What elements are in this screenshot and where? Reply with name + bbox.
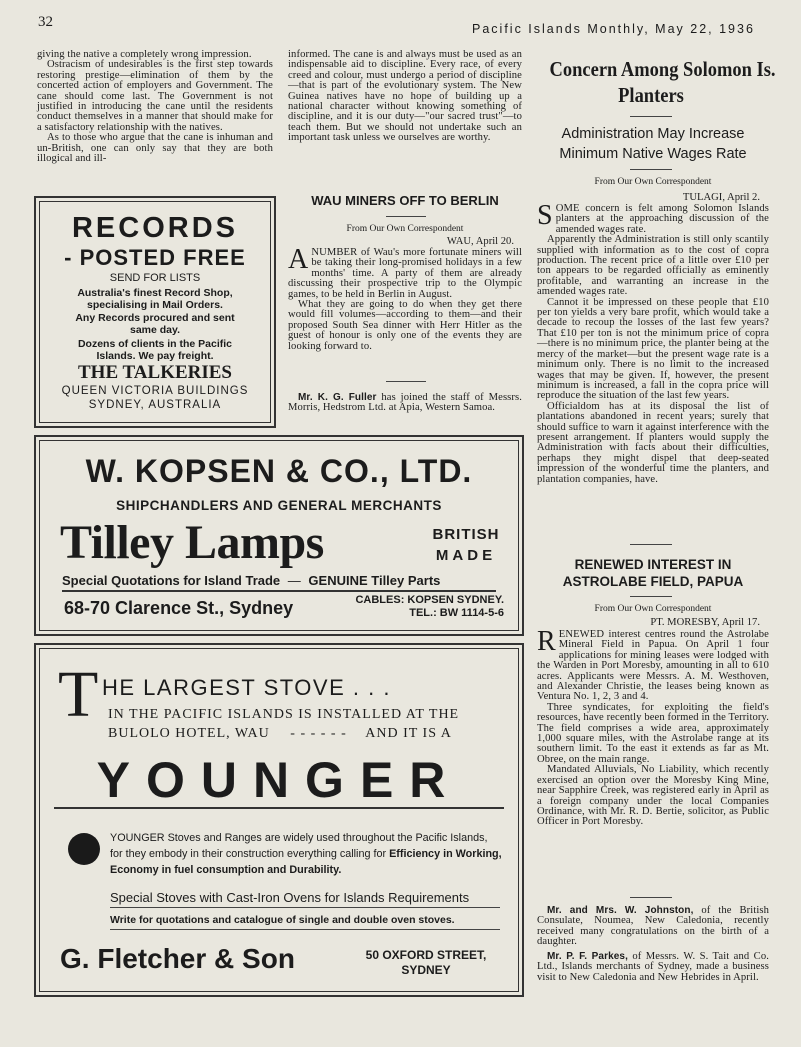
kopsen-cables: CABLES: KOPSEN SYDNEY. — [355, 594, 504, 606]
kopsen-title: W. KOPSEN & CO., LTD. — [85, 453, 473, 489]
column-1-text — [37, 50, 273, 164]
body-text: YOUNGER Stoves and Ranges are widely used throughout the Pacific Islands, for they embody in their construction everything calling for — [110, 832, 488, 860]
concern-dateline: TULAGI, April 2. — [682, 192, 760, 203]
paragraph: As to those who argue that the cane is inhuman and un-British, one can only say that they are both illogical and ill- — [37, 132, 273, 165]
concern-correspondent: From Our Own Correspondent — [594, 177, 712, 187]
astrolabe-body — [537, 626, 769, 828]
paragraph: NUMBER of Wau's more fortunate miners will be taking their long-promised holidays in a few months' time. A party of them are already discussing their prospective trip to the Olympic games, to be held in Berlin in August. — [288, 247, 522, 300]
kopsen-advertisement — [34, 435, 524, 636]
headline-line-2: Planters — [618, 83, 684, 107]
headline-line-2: ASTROLABE FIELD, PAPUA — [562, 574, 744, 589]
paragraph: Ostracism of undesirables is the first step towards restoring prestige—elimination of them by the concerted action of employers and Government. The cane should come last. The Government is not justified in introducing the cane until the residents conduct themselves in a manner that should make for a satisfactory relationship with the natives. — [37, 59, 273, 133]
person-name: Mr. and Mrs. W. Johnston, — [547, 905, 694, 916]
talkeries-address-2: SYDNEY, AUSTRALIA — [88, 399, 222, 411]
body-emphasis: Efficiency in Working, Economy in fuel consumption and Durability. — [110, 848, 502, 876]
dash-leader: - - - - - - — [290, 726, 347, 741]
posted-free: - POSTED FREE — [64, 245, 246, 270]
quote-dash: — — [287, 573, 301, 588]
special-quotations — [62, 573, 502, 588]
bulolo-hotel: BULOLO HOTEL, WAU — [108, 726, 270, 741]
write-for-quotations: Write for quotations and catalogue of single and double oven stoves. — [110, 914, 455, 926]
astrolabe-dateline: PT. MORESBY, April 17. — [650, 617, 760, 628]
page-number: 32 — [38, 14, 53, 30]
johnston-note — [537, 906, 769, 948]
tilley-lamps-brand: Tilley Lamps — [60, 516, 324, 569]
drop-cap: R — [537, 626, 556, 657]
and-it-is-a: AND IT IS A — [365, 726, 452, 741]
wau-dateline: WAU, April 20. — [446, 236, 514, 247]
person-name: Mr. K. G. Fuller — [298, 392, 377, 403]
paragraph: Officialdom has at its disposal the list of plantations abandoned in recent years; surely that should suffice to warn it against interference with the present arrangement. If planters would supply the Administration with facts about their difficulties, perhaps they might dispel that deep-seated impression of the wonderful time the planters, and plantation companies, have. — [537, 400, 769, 485]
kopsen-subtitle: SHIPCHANDLERS AND GENERAL MERCHANTS — [116, 498, 442, 513]
subheadline-line-1: Administration May Increase — [561, 126, 745, 142]
younger-body — [110, 830, 502, 878]
records-tagline: Australia's finest Record Shop, specialising in Mail Orders. — [77, 287, 233, 311]
stove-line-3 — [108, 726, 498, 742]
talkeries-address-1: QUEEN VICTORIA BUILDINGS — [61, 385, 249, 397]
paragraph: Apparently the Administration is still only scantily supplied with information as to the cost of copra production. The recent price of a little over £10 per ton appears to be regarded officially as eminently profitable, and warranting an increase in the amended wages rate. — [537, 234, 769, 298]
paragraph: OME concern is felt among Solomon Islands planters at the approaching discussion of the amended wages rate. — [555, 203, 769, 235]
paragraph: giving the native a completely wrong impression. — [37, 49, 252, 60]
paragraph: What they are going to do when they get there would fill volumes—according to them—and their proposed South Sea dinner with Herr Hitler as the guest of honour is only one of the events they are looking forward to. — [288, 299, 522, 352]
parkes-note — [537, 952, 769, 983]
kopsen-telephone: TEL.: BW 1114-5-6 — [409, 607, 504, 619]
send-for-lists: SEND FOR LISTS — [109, 272, 201, 284]
british-label: BRITISH — [432, 526, 500, 543]
quote-left: Special Quotations for Island Trade — [62, 573, 281, 588]
talkeries-name: THE TALKERIES — [78, 362, 232, 383]
made-label: MADE — [435, 547, 497, 564]
paragraph: Three syndicates, for exploiting the field's resources, have recently been formed in the Territory. The field comprises a wide area, approximately 1,000 square miles, with the Astrolabe range at its southern limit. To the east it extends as far as Mt. Obree, on the main range. — [537, 701, 769, 765]
drop-cap: A — [288, 244, 309, 275]
publication-header: Pacific Islands Monthly, May 22, 1936 — [472, 22, 755, 36]
paragraph: informed. The cane is and always must be used as an indispensable aid to discipline. Every race, of every creed and colour, must undergo a period of discipline—that is part of the evolutionary system. The New Guinea natives have no hope of building up a national character without knowing something of discipline, and it is our duty—"our sacred trust"—to teach them. But we should not undertake such an important task unless we ourselves are worthy. — [288, 49, 522, 144]
fletcher-address-2: SYDNEY — [401, 963, 451, 977]
subheadline-line-2: Minimum Native Wages Rate — [559, 146, 747, 162]
note-text: of the British Consulate, Noumea, New Caledonia, recently received many congratulations on the birth of a daughter. — [537, 905, 769, 948]
headline-line-1: Concern Among Solomon Is. — [549, 57, 776, 81]
concern-subheadline — [537, 124, 769, 164]
big-t-initial: T — [58, 658, 99, 731]
column-2-text — [288, 50, 522, 144]
quote-right: GENUINE Tilley Parts — [308, 573, 441, 588]
note-text: has joined the staff of Messrs. Morris, Hedstrom Ltd. at Apia, Western Samoa. — [288, 392, 522, 414]
headline-line-1: RENEWED INTEREST IN — [574, 557, 732, 572]
records-sameday: Any Records procured and sent same day. — [75, 312, 235, 336]
special-stoves: Special Stoves with Cast-Iron Ovens for Islands Requirements — [110, 890, 470, 905]
astrolabe-correspondent: From Our Own Correspondent — [594, 604, 712, 614]
concern-body — [537, 200, 769, 485]
younger-wordmark: YOUNGER — [96, 752, 462, 808]
astrolabe-headline — [537, 556, 769, 590]
note-text: of Messrs. W. S. Tait and Co. Ltd., Islands merchants of Sydney, made a business visit to New Caledonia and New Hebrides in April. — [537, 951, 769, 983]
records-advertisement — [34, 196, 276, 428]
kopsen-address: 68-70 Clarence St., Sydney — [64, 598, 294, 618]
fletcher-advertisement — [34, 643, 524, 997]
drop-cap: S — [537, 200, 553, 231]
paragraph: Mandated Alluvials, No Liability, which recently exercised an option over the Moresby King Mine, near Sapphire Creek, was registered early in April as a foreign company under the local Companies Ordinance, with Mr. R. D. Bertie, solicitor, as Public Officer in Port Moresby. — [537, 764, 769, 828]
wau-correspondent: From Our Own Correspondent — [346, 224, 464, 234]
concern-headline — [549, 56, 776, 108]
wau-body — [288, 244, 522, 352]
paragraph: Cannot it be impressed on these people that £10 per ton yields a very bare profit, which would take a decade to recoup the losses of the last few years? That £10 per ton is not the minimum price of copra—there is no minimum price, the planter being at the mercy of the market—but the present wage rate is a minimum only. There is no limit to the increased wages that may be given. If, however, the present minimum is increased, a fall in the copra price will reproduce the situation of the last few years. — [537, 296, 769, 402]
fuller-note — [288, 393, 522, 414]
fletcher-name: G. Fletcher & Son — [60, 943, 295, 974]
person-name: Mr. P. F. Parkes, — [547, 951, 628, 962]
paragraph: ENEWED interest centres round the Astrolabe Mineral Field in Papua. On April 1 four applications for mining leases were lodged with the Warden in Port Moresby, amounting in all to 610 acres. Applicants were Messrs. A. M. Westhoven, and Alexander Christie, the leases being known as Ventura No. 1, 2, 3 and 4. — [537, 629, 769, 703]
wau-headline: WAU MINERS OFF TO BERLIN — [311, 193, 499, 208]
largest-stove: HE LARGEST STOVE . . . — [102, 675, 391, 700]
records-clients: Dozens of clients in the Pacific Islands. We pay freight. — [77, 338, 233, 362]
black-dot-icon — [68, 833, 100, 865]
fletcher-address-1: 50 OXFORD STREET, — [365, 948, 487, 962]
stove-line-2: IN THE PACIFIC ISLANDS IS INSTALLED AT THE — [108, 707, 460, 722]
records-title: RECORDS — [71, 212, 238, 244]
